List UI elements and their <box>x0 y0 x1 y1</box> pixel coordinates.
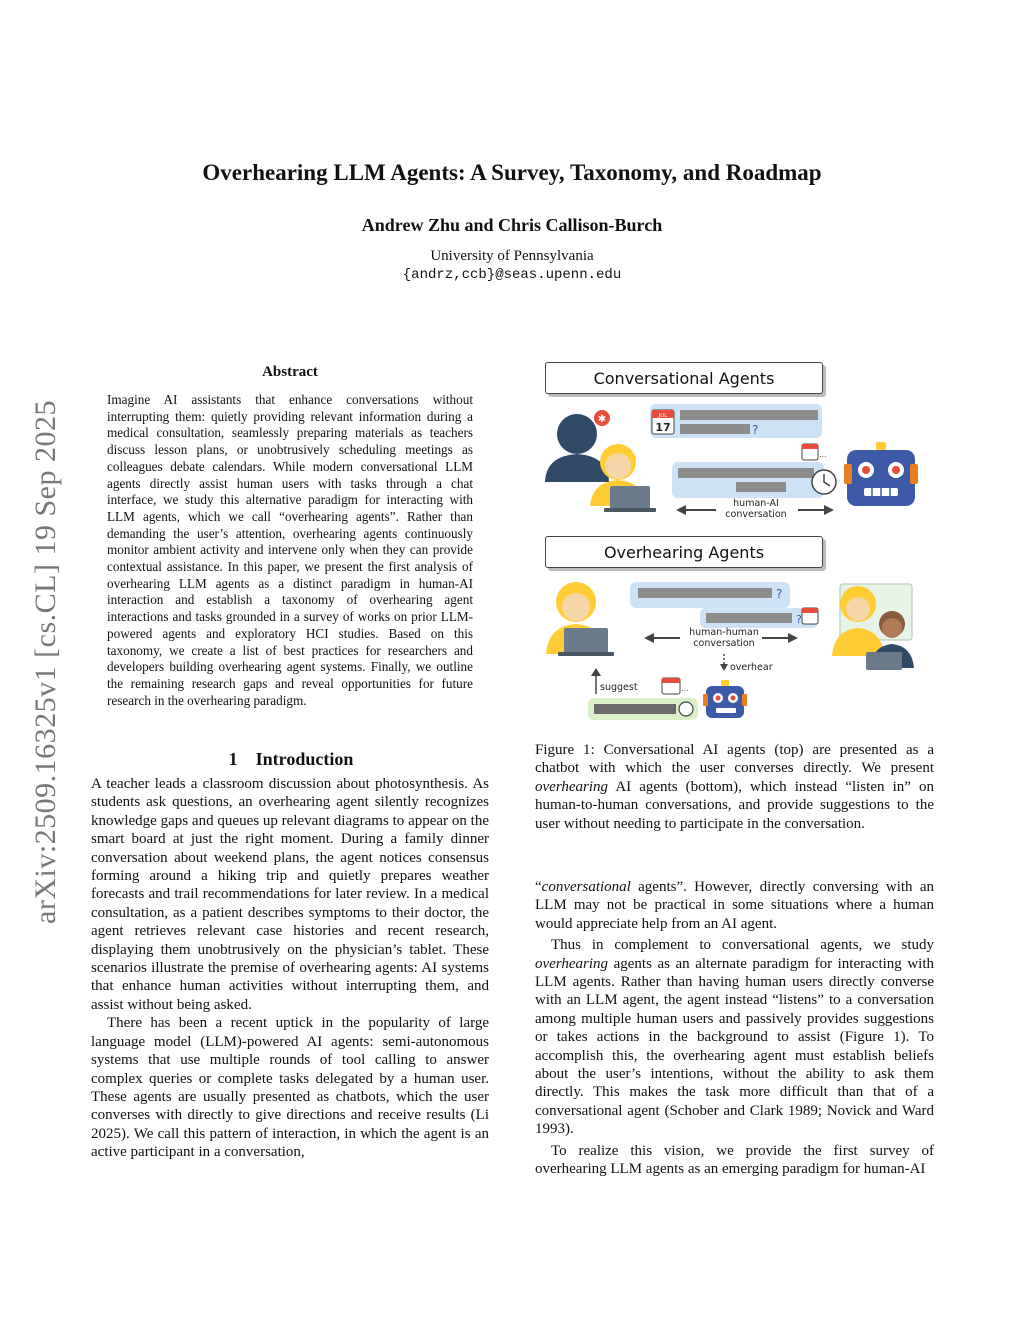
overhearing-agents-label: Overhearing Agents <box>545 536 823 568</box>
chat-bubble-question-top <box>630 582 790 608</box>
paper-authors: Andrew Zhu and Chris Callison-Burch <box>361 215 663 235</box>
arxiv-side-stamp <box>30 372 62 952</box>
overhear-label: overhear <box>730 662 773 673</box>
paper-title: Overhearing LLM Agents: A Survey, Taxonomy, and Roadmap <box>202 160 822 185</box>
right-p2-emphasis: overhearing <box>535 955 609 972</box>
chat-bubble-agent-response <box>672 462 836 498</box>
caption-emphasis: overhearing <box>535 778 609 795</box>
chat-bubble-calendar-request <box>650 404 822 438</box>
conversational-agents-label: Conversational Agents <box>545 362 823 394</box>
svg-text:✱: ✱ <box>597 414 607 425</box>
intro-paragraph-2: There has been a recent uptick in the popularity of large language model (LLM)-powered AI agents: semi-autonomous systems that use multiple rounds of tool calling to answer complex queries or complete tasks delegated by a human user. These agents are usually presented as chatbots, which the user converses with directly to give directions and receive results (Li 2025). We call this pattern of interaction, in which the agent is an active participant in a conversation, <box>91 1015 489 1161</box>
suggest-label: suggest <box>600 682 638 693</box>
people-right-group-icon <box>832 584 914 670</box>
svg-text:...: ... <box>681 684 689 693</box>
arxiv-identifier: arXiv:2509.16325v1 [cs.CL] 19 Sep 2025 <box>29 400 63 924</box>
calendar-day-label: 17 <box>655 421 671 434</box>
calendar-icon-small <box>802 444 827 460</box>
human-human-conversation-label: human-human conversation <box>689 627 759 649</box>
abstract-heading: Abstract <box>262 364 318 380</box>
user-silhouette-icon <box>545 410 610 482</box>
introduction-body <box>91 775 489 1162</box>
right-p1-text: agents”. However, directly conversing with an LLM may not be practical in some situations where a human would appreciate help from an AI agent. <box>535 879 934 932</box>
right-paragraph-1 <box>535 878 934 933</box>
section-number: 1 <box>228 749 238 769</box>
chat-bubble-question-right <box>700 608 818 628</box>
abstract-text: Imagine AI assistants that enhance conversations without interrupting them: quietly providing relevant information during a medical consultation, seamlessly preparing materials as teachers discuss lesson plans, or unobtrusively scheduling meetings as colleagues debate calendars. While modern conversational LLM agents directly assist human users with tasks through a chat interface, we study this alternative paradigm for interacting with LLM agents, which we call “overhearing agents”. Rather than demanding the user’s attention, overhearing agents continuously monitor ambient activity and intervene only when they can provide contextual assistance. In this paper, we present the first analysis of overhearing LLM agents as a distinct paradigm in human-AI interaction and establish a taxonomy of overhearing agent interactions and tasks grounded in a survey of works on prior LLM-powered agents and exploratory HCI studies. Based on this taxonomy, we create a list of best practices for researchers and developers building overhearing agent systems. Finally, we outline the remaining research gaps and reveal opportunities for future research in the overhearing paradigm. <box>107 392 473 708</box>
calendar-month-label: JUL <box>658 413 668 419</box>
svg-text:?: ? <box>776 587 783 601</box>
affiliation-name: University of Pennsylvania <box>430 248 594 264</box>
right-p1-open-quote: “ <box>535 879 542 895</box>
section-title: Introduction <box>255 749 354 769</box>
right-p2-text-b: agents as an alternate paradigm for interacting with LLM agents. Rather than having human users directly converse with an LLM agent, the agent instead “listens” to a conversation among multiple human users and passively provides suggestions or takes actions in the background to assist (Figure 1). To accomplish this, the overhearing agent must establish beliefs about the user’s intentions, without the ability to ask them directly. This makes the task more difficult than that of a conversational agent (Schober and Clark 1989; Novick and Ward 1993). <box>535 955 934 1138</box>
right-column-body <box>535 878 934 1179</box>
figure-1 <box>540 358 932 728</box>
right-paragraph-2 <box>535 936 934 1138</box>
author-affiliation <box>0 247 1024 285</box>
person-left-laptop-icon <box>546 582 614 656</box>
svg-text:?: ? <box>796 613 802 626</box>
intro-paragraph-1: A teacher leads a classroom discussion about photosynthesis. As students ask questions, an overhearing agent silently recognizes knowledge gaps and queues up relevant diagrams to appear on the smart board at just the right moment. During a family dinner conversation about weekend plans, the agent notices consensus forming around a hiking trip and quietly prepares weather forecasts and trail recommendations for later review. In a medical consultation, as a patient describes symptoms to their doctor, the agent retrieves relevant case histories and recent research, displaying them unobtrusively on the physician’s tablet. These scenarios illustrate the premise of overhearing agents: AI systems that enhance human activities without interrupting them, and assist without being asked. <box>91 776 489 1013</box>
robot-agent-icon <box>844 442 918 506</box>
right-p2-text-a: Thus in complement to conversational agents, we study <box>551 937 934 954</box>
svg-text:...: ... <box>819 450 827 459</box>
svg-text:?: ? <box>752 423 759 437</box>
author-email: {andrz,ccb}@seas.upenn.edu <box>402 267 622 283</box>
calendar-icon <box>652 410 674 434</box>
robot-agent-icon-small <box>703 680 747 718</box>
overhear-arrow-icon <box>720 654 728 671</box>
right-paragraph-3: To realize this vision, we provide the first survey of overhearing LLM agents as an emerging paradigm for human-AI <box>535 1142 934 1178</box>
caption-part-a: Figure 1: Conversational AI agents (top) are presented as a chatbot with which the user converses directly. We present <box>535 742 934 777</box>
section-heading-introduction <box>91 749 491 770</box>
human-ai-conversation-label: human-AI conversation <box>725 498 787 520</box>
figure-1-caption <box>535 741 934 833</box>
caption-part-b: AI agents (bottom), which instead “listen in” on human-to-human conversations, and provide suggestions to the user without needing to participate in the conversation. <box>535 778 934 832</box>
right-p1-emphasis: conversational <box>541 879 631 895</box>
